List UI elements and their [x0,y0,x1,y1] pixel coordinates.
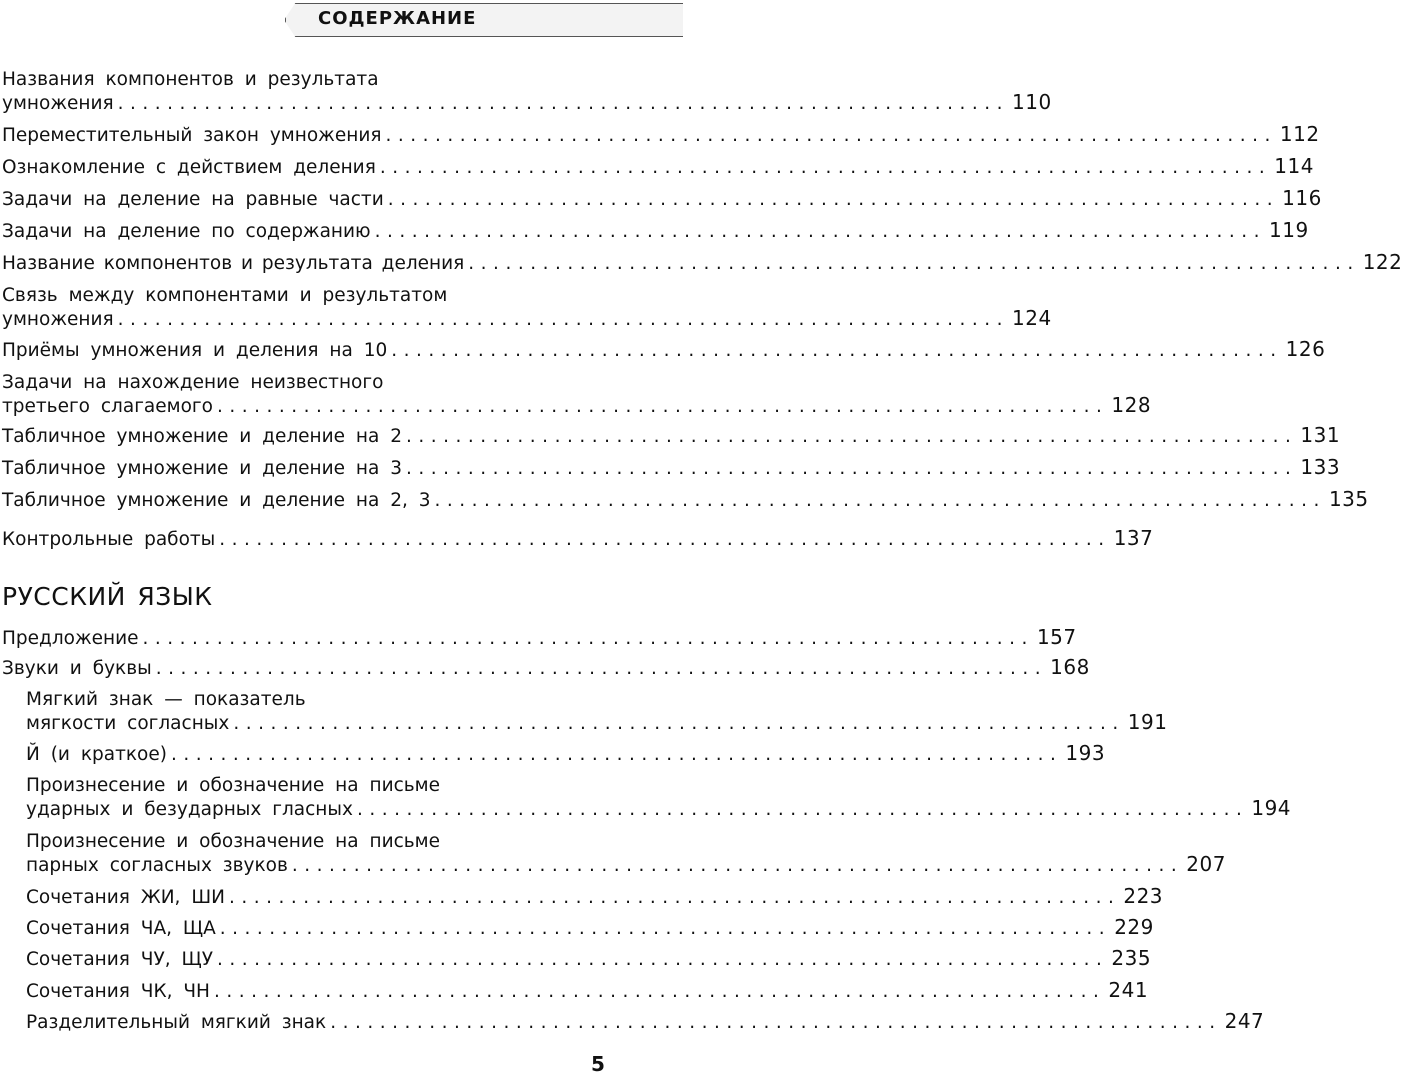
toc-entry-title-line: Произнесение и обозначение на письме [26,831,441,852]
toc-entry-title: Табличное умножение и деление на 2, 3 [2,490,431,511]
toc-entry[interactable] [2,337,1326,362]
toc-entry-page: 235 [1111,946,1152,970]
toc-entry-page: 241 [1108,978,1149,1002]
dot-leader: ........................................................................ [142,628,1034,649]
dot-leader: ........................................................................ [391,340,1283,361]
toc-entry[interactable] [2,371,1152,418]
toc-entry-page: 229 [1114,915,1154,939]
toc-entry-title: Табличное умножение и деление на 3 [2,458,402,479]
toc-entry-page: 128 [1111,393,1152,417]
toc-entry[interactable] [2,154,1314,179]
toc-entry[interactable] [26,915,1154,940]
toc-entry[interactable] [26,830,1226,877]
dot-leader: ........................................................................ [155,658,1048,679]
dot-leader: ........................................................................ [387,189,1280,210]
toc-entry-page: 131 [1300,423,1341,447]
dot-leader: ........................................................................ [406,426,1298,447]
toc-entry-page: 133 [1300,455,1341,479]
toc-entry[interactable] [2,655,1090,680]
dot-leader: ........................................................................ [228,887,1121,908]
toc-entry-title: Сочетания ЧА, ЩА [26,918,216,939]
dot-leader: ........................................................................ [219,918,1112,939]
dot-leader: ........................................................................ [170,744,1063,765]
dot-leader: ........................................................................ [468,253,1360,274]
dot-leader: ........................................................................ [117,93,1010,114]
toc-entry-title: ударных и безударных гласных [26,799,353,820]
toc-entry-page: 247 [1224,1009,1265,1033]
toc-entry-title: Й (и краткое) [26,744,167,765]
toc-entry[interactable] [2,423,1341,448]
toc-entry-page: 157 [1036,625,1077,649]
toc-entry-title: Приёмы умножения и деления на 10 [2,340,388,361]
toc-entry-page: 122 [1362,250,1402,274]
toc-entry[interactable] [2,487,1369,512]
toc-entry-page: 194 [1251,796,1292,820]
toc-entry-title: Задачи на деление по содержанию [2,221,371,242]
dot-leader: ........................................................................ [291,855,1184,876]
toc-entry-title: умножения [2,93,114,114]
toc-entry-title: Задачи на деление на равные части [2,189,384,210]
dot-leader: ........................................................................ [379,157,1272,178]
toc-entry[interactable] [26,884,1164,909]
toc-entry-page: 135 [1328,487,1369,511]
page-title: СОДЕРЖАНИЕ [318,8,477,29]
toc-entry-page: 193 [1065,741,1106,765]
toc-entry-title: мягкости согласных [26,713,230,734]
toc-entry-title-line: Мягкий знак — показатель [26,689,306,710]
toc-entry-page: 119 [1269,218,1309,242]
toc-entry[interactable] [26,946,1152,971]
dot-leader: ........................................................................ [216,396,1109,417]
toc-entry[interactable] [26,1009,1265,1034]
toc-entry-title: третьего слагаемого [2,396,213,417]
toc-entry-page: 223 [1123,884,1164,908]
toc-entry-page: 168 [1050,655,1090,679]
toc-entry-page: 116 [1282,186,1322,210]
toc-entry-page: 137 [1113,526,1154,550]
toc-entry-title-line: Произнесение и обозначение на письме [26,775,441,796]
toc-entry-title-line: Названия компонентов и результата [2,69,379,90]
toc-entry[interactable] [2,122,1320,147]
toc-entry[interactable] [2,186,1322,211]
toc-entry[interactable] [26,978,1149,1003]
toc-entry[interactable] [26,741,1106,766]
dot-leader: ........................................................................ [385,125,1277,146]
dot-leader: ........................................................................ [374,221,1267,242]
dot-leader: ........................................................................ [356,799,1249,820]
toc-entry-page: 114 [1274,154,1314,178]
toc-entry-title: Предложение [2,628,139,649]
toc-entry-title: Табличное умножение и деление на 2 [2,426,402,447]
section-title: РУССКИЙ ЯЗЫК [2,582,213,611]
dot-leader: ........................................................................ [330,1012,1222,1033]
dot-leader: ........................................................................ [233,713,1125,734]
toc-entry[interactable] [2,284,1052,331]
dot-leader: ........................................................................ [213,981,1106,1002]
toc-entry-title: парных согласных звуков [26,855,288,876]
toc-entry-title: Сочетания ЧК, ЧН [26,981,210,1002]
toc-entry[interactable] [26,774,1292,821]
toc-entry-page: 110 [1012,90,1052,114]
toc-entry-title: Ознакомление с действием деления [2,157,376,178]
toc-entry-page: 191 [1127,710,1168,734]
toc-entry-page: 126 [1285,337,1326,361]
toc-entry-page: 112 [1279,122,1320,146]
toc-entry-page: 207 [1186,852,1226,876]
toc-entry-title-line: Связь между компонентами и результатом [2,285,448,306]
dot-leader: ........................................................................ [219,529,1111,550]
dot-leader: ........................................................................ [406,458,1298,479]
dot-leader: ........................................................................ [117,309,1010,330]
toc-entry[interactable] [2,250,1402,275]
toc-entry-title: умножения [2,309,114,330]
toc-entry[interactable] [2,455,1341,480]
toc-entry[interactable] [2,218,1309,243]
toc-entry-title: Название компонентов и результата деления [2,253,465,274]
toc-entry-title: Переместительный закон умножения [2,125,382,146]
toc-entry-title: Звуки и буквы [2,658,152,679]
toc-entry-title: Контрольные работы [2,529,216,550]
dot-leader: ........................................................................ [217,949,1109,970]
toc-entry-title: Сочетания ЧУ, ЩУ [26,949,214,970]
toc-entry[interactable] [2,68,1052,115]
toc-entry-page: 124 [1012,306,1052,330]
page-number: 5 [591,1052,605,1076]
toc-entry[interactable] [2,526,1154,551]
dot-leader: ........................................................................ [434,490,1326,511]
toc-entry-title-line: Задачи на нахождение неизвестного [2,372,384,393]
toc-entry[interactable] [26,688,1168,735]
toc-entry-title: Разделительный мягкий знак [26,1012,327,1033]
toc-entry[interactable] [2,625,1077,650]
toc-entry-title: Сочетания ЖИ, ШИ [26,887,225,908]
